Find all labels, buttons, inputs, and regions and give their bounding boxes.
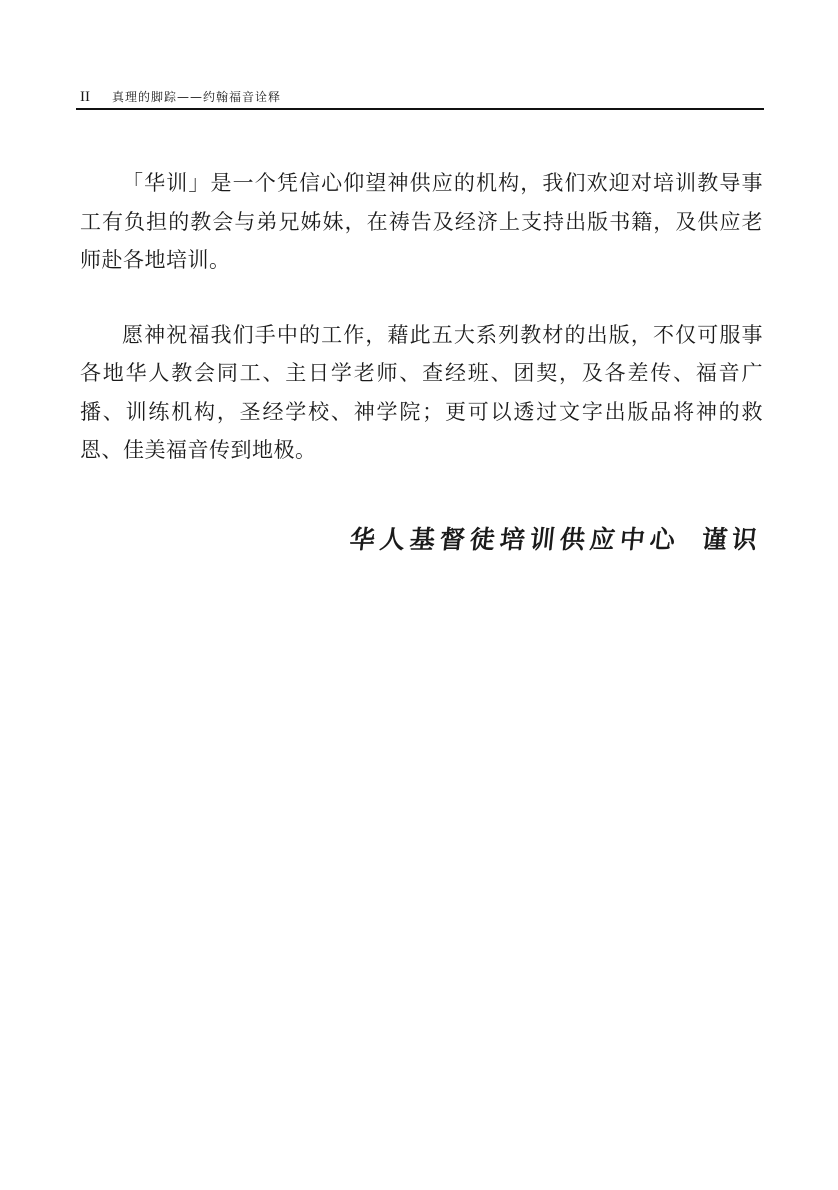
running-header	[80, 84, 763, 106]
book-title: 真理的脚踪——约翰福音诠释	[112, 90, 282, 104]
header-divider	[76, 108, 764, 110]
body-text	[80, 164, 763, 470]
page-number: II	[80, 89, 90, 105]
signature-organization: 华人基督徒培训供应中心	[348, 525, 682, 554]
signature	[348, 520, 764, 556]
paragraph-1: 「华训」是一个凭信心仰望神供应的机构，我们欢迎对培训教导事工有负担的教会与弟兄姊妹，在祷告及经济上支持出版书籍，及供应老师赴各地培训。	[80, 171, 763, 272]
paragraph-2: 愿神祝福我们手中的工作，藉此五大系列教材的出版，不仅可服事各地华人教会同工、主日学老师、查经班、团契，及各差传、福音广播、训练机构，圣经学校、神学院；更可以透过文字出版品将神的救恩、佳美福音传到地极。	[80, 322, 763, 462]
signature-closing: 谨识	[700, 525, 764, 554]
